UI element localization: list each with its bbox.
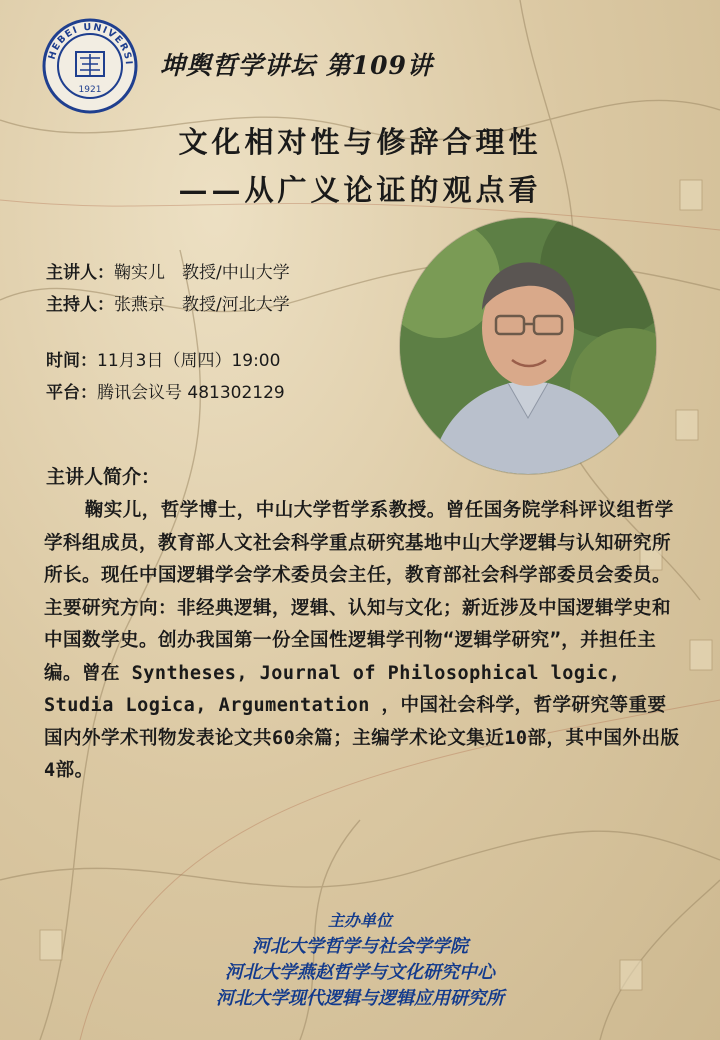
- organizer-item: 河北大学哲学与社会学学院: [252, 936, 468, 957]
- university-logo: [42, 18, 138, 114]
- organizer-item: 河北大学现代逻辑与逻辑应用研究所: [216, 988, 504, 1009]
- logo-year: 1921: [78, 85, 102, 95]
- speaker-line: [46, 258, 290, 283]
- organizer-label: 主办单位: [327, 911, 392, 930]
- host-label: 主持人：: [46, 295, 114, 315]
- lecture-title: 文化相对性与修辞合理性: [178, 125, 542, 159]
- logo-arc-text: HEBEI UNIVERSI: [46, 21, 135, 67]
- host-line: [46, 290, 290, 315]
- platform-label: 平台：: [46, 383, 97, 403]
- lecture-subtitle: ——从广义论证的观点看: [178, 173, 542, 207]
- time-label: 时间：: [46, 351, 97, 371]
- speaker-value: 鞠实儿 教授/中山大学: [114, 263, 290, 283]
- speaker-photo: [400, 218, 656, 474]
- bio-heading: 主讲人简介：: [46, 466, 161, 488]
- organizer-item: 河北大学燕赵哲学与文化研究中心: [225, 962, 495, 983]
- time-line: [46, 346, 280, 371]
- lecture-series-title: 坤舆哲学讲坛 第109讲: [160, 51, 433, 80]
- platform-line: [46, 378, 285, 403]
- platform-value: 腾讯会议号 481302129: [97, 383, 285, 403]
- bio-text: 鞠实儿，哲学博士，中山大学哲学系教授。曾任国务院学科评议组哲学学科组成员，教育部人文社会科学重点研究基地中山大学逻辑与认知研究所所长。现任中国逻辑学会学术委员会主任，教育部社会科学部委员会委员。主要研究方向：非经典逻辑，逻辑、认知与文化；新近涉及中国逻辑学史和中国数学史。创办我国第一份全国性逻辑学刊物“逻辑学研究”，并担任主编。曾在 Syntheses, Journal of Philosophical logic, Studia Logica, Argumentation ，中国社会科学，哲学研究等重要国内外学术刊物发表论文共60余篇；主编学术论文集近10部，其中国外出版4部。: [44, 500, 680, 781]
- bio-section: [44, 495, 684, 788]
- time-value: 11月3日（周四）19:00: [97, 351, 281, 371]
- host-value: 张燕京 教授/河北大学: [114, 295, 290, 315]
- speaker-label: 主讲人：: [46, 263, 114, 283]
